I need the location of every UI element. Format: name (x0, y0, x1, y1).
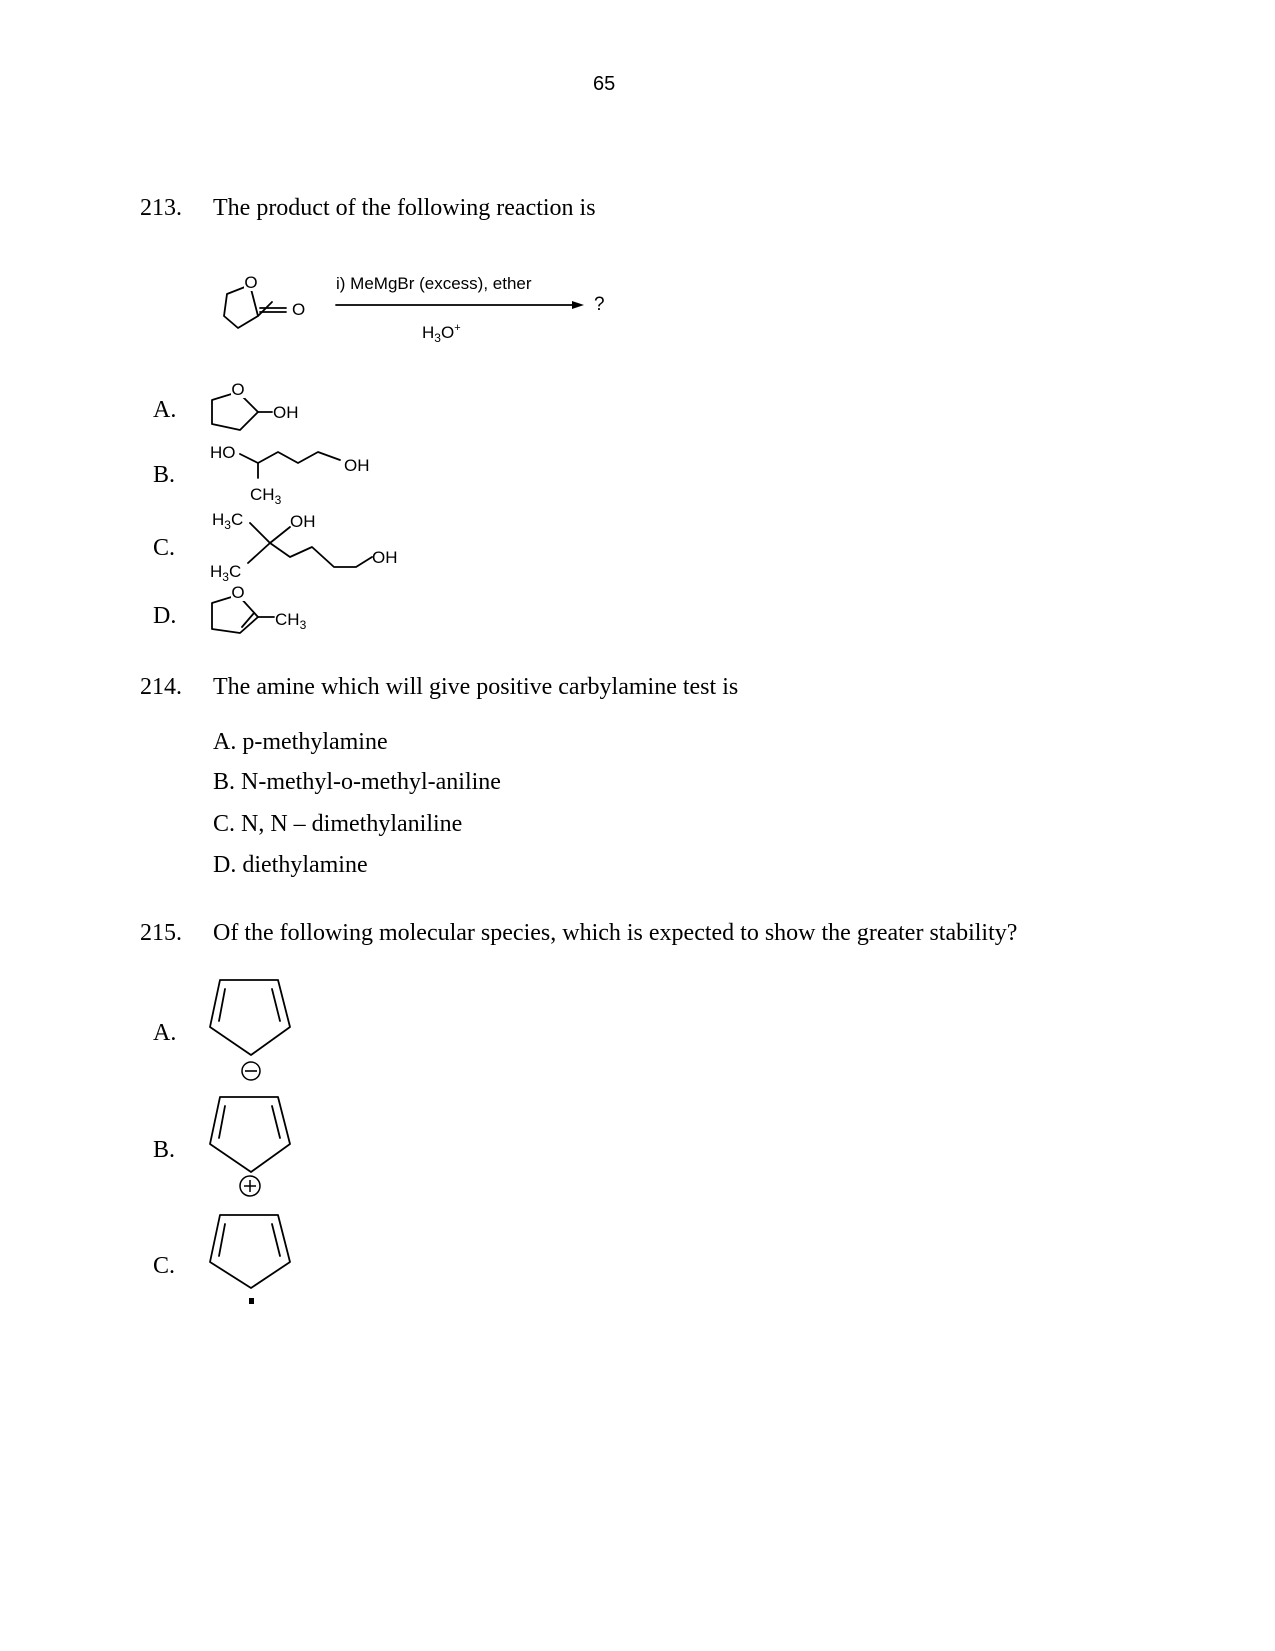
option-b-ch3: $CH_3$ (250, 485, 282, 507)
q213-option-a-label: A. (153, 397, 177, 423)
q213-number: 213. (140, 195, 182, 221)
q214-option-a: A. p-methylamine (213, 729, 388, 755)
option-c-oh-right: OH (372, 548, 398, 567)
q215-option-a-structure (200, 975, 310, 1085)
reagent-bottom: $H_3O^+$ (422, 322, 461, 345)
option-c-oh-top: OH (290, 512, 316, 531)
option-a-ring-oxygen: O (231, 380, 245, 399)
q213-option-c-label: C. (153, 535, 176, 561)
q213-option-b-structure (200, 438, 400, 508)
q215-option-c-label: C. (153, 1253, 176, 1279)
lactone-ring-oxygen: O (244, 273, 258, 292)
q215-number: 215. (140, 920, 182, 946)
q214-number: 214. (140, 674, 182, 700)
q213-option-d-structure (200, 583, 340, 643)
option-d-ring-oxygen: O (231, 583, 245, 602)
option-a-hydroxyl: OH (273, 403, 299, 422)
q215-option-a-label: A. (153, 1020, 177, 1046)
q213-option-c-structure (200, 505, 420, 590)
q215-option-b-structure (200, 1092, 310, 1202)
q214-option-d: D. diethylamine (213, 852, 368, 878)
lactone-carbonyl-oxygen: O (292, 300, 306, 319)
page-number: 65 (593, 73, 616, 95)
q213-option-d-label: D. (153, 603, 177, 629)
q215-option-c-structure (200, 1210, 310, 1310)
q213-option-b-label: B. (153, 462, 176, 488)
option-d-methyl: $CH_3$ (275, 610, 307, 632)
q213-option-a-structure (200, 378, 330, 440)
q213-reaction-scheme (200, 260, 620, 360)
q213-question: The product of the following reaction is (213, 195, 596, 221)
arrow-head (572, 301, 584, 309)
option-b-oh: OH (344, 456, 370, 475)
reagent-top: i) MeMgBr (excess), ether (336, 274, 532, 293)
radical-dot-icon (249, 1298, 254, 1304)
q214-option-c: C. N, N – dimethylaniline (213, 811, 463, 837)
unknown-product: ? (594, 294, 605, 315)
q214-question: The amine which will give positive carbylamine test is (213, 674, 739, 700)
q215-option-b-label: B. (153, 1137, 176, 1163)
option-b-ho: HO (210, 443, 236, 462)
option-c-h3c-bottom: $H_3C$ (210, 562, 242, 584)
q214-option-b: B. N-methyl-o-methyl-aniline (213, 769, 501, 795)
q215-question: Of the following molecular species, which is expected to show the greater stability? (213, 920, 1018, 946)
lactone-structure (224, 273, 305, 328)
option-c-h3c-top: $H_3C$ (212, 510, 244, 532)
